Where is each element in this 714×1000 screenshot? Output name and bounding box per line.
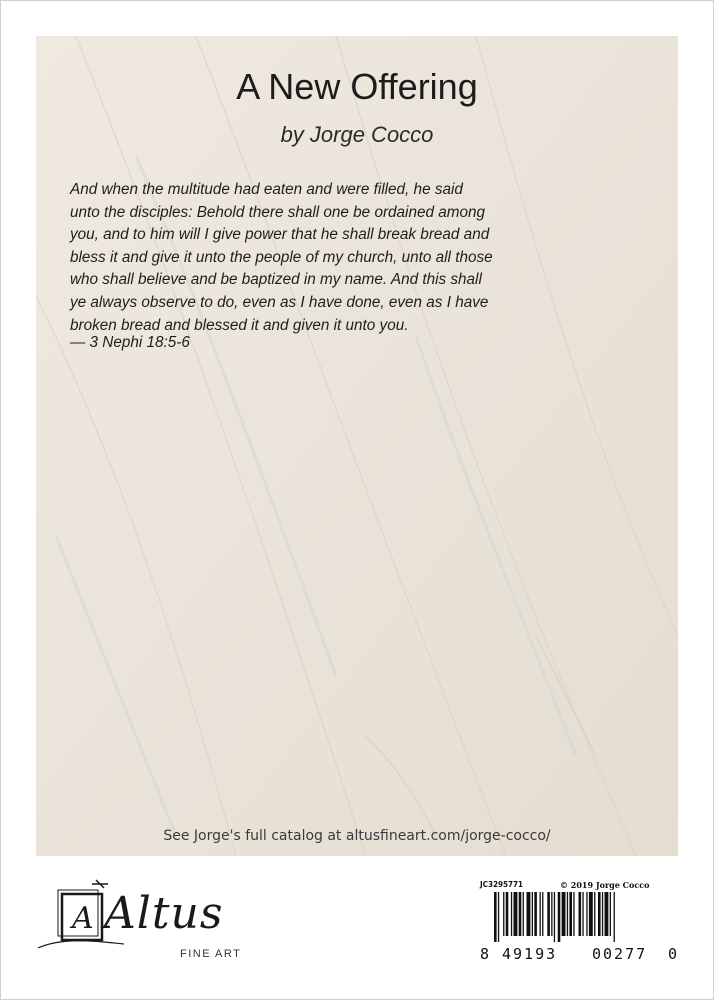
verse-line: And when the multitude had eaten and were filled, he said — [70, 181, 463, 198]
barcode-bar — [582, 892, 583, 936]
verse-line: unto the disciples: Behold there shall one be ordained among — [70, 203, 486, 221]
barcode-bar — [532, 892, 533, 936]
marble-texture — [36, 36, 678, 856]
barcode-trail-digit: 0 — [668, 945, 680, 963]
barcode-lead-digit: 8 — [480, 945, 492, 963]
barcode-bar — [534, 892, 537, 936]
card-title: A New Offering — [236, 66, 478, 107]
barcode-bar — [542, 892, 543, 936]
verse-line: broken bread and blessed it and given it unto you. — [70, 316, 409, 334]
barcode-bar — [506, 892, 509, 936]
barcode-bar — [511, 892, 512, 936]
sku-code: JC3295771 — [480, 880, 524, 889]
barcode-bar — [614, 892, 615, 942]
barcode-bar — [586, 892, 587, 936]
barcode-bar — [554, 892, 555, 942]
logo-letter: A — [72, 901, 94, 936]
barcode-bar — [514, 892, 518, 936]
barcode-bar — [523, 892, 524, 936]
barcode-bar — [558, 892, 561, 942]
scripture-citation: — 3 Nephi 18:5-6 — [70, 334, 190, 351]
verse-line: ye always observe to do, even as I have done, even as I have — [70, 293, 489, 311]
barcode-bar — [594, 892, 595, 936]
barcode-bar — [589, 892, 593, 936]
logo-wordmark: Altus — [104, 888, 224, 939]
barcode-bar — [551, 892, 552, 936]
barcode-bar — [547, 892, 550, 936]
copyright-notice: © 2019 Jorge Cocco — [560, 880, 650, 890]
barcode-bar — [498, 892, 499, 942]
barcode-bar — [562, 892, 566, 936]
verse-line: who shall believe and be baptized in my name. And this shall — [70, 271, 482, 289]
barcode-bar — [602, 892, 603, 936]
artist-byline: by Jorge Cocco — [280, 122, 434, 147]
marble-background — [36, 36, 678, 856]
barcode-bar — [494, 892, 497, 942]
barcode-bar — [527, 892, 531, 936]
barcode-bar — [579, 892, 582, 936]
barcode-bar — [567, 892, 568, 936]
barcode-bar — [598, 892, 601, 936]
barcode-bar — [503, 892, 504, 936]
barcode-bar — [540, 892, 541, 936]
barcode-left-group: 49193 — [502, 945, 558, 963]
logo-subtitle: FINE ART — [180, 948, 242, 960]
barcode-bar — [569, 892, 572, 936]
scripture-verse — [70, 179, 650, 337]
verse-line: bless it and give it unto the people of my church, unto all those — [70, 248, 493, 266]
barcode-bar — [519, 892, 522, 936]
upc-barcode — [480, 892, 678, 942]
barcode-right-group: 00277 — [592, 945, 648, 963]
barcode-bar — [610, 892, 611, 936]
catalog-link-text: See Jorge's full catalog at altusfineart.com/jorge-cocco/ — [163, 828, 551, 844]
barcode-bar — [573, 892, 574, 936]
barcode-bar — [605, 892, 609, 936]
verse-line: you, and to him will I give power that he shall break bread and — [70, 226, 490, 244]
